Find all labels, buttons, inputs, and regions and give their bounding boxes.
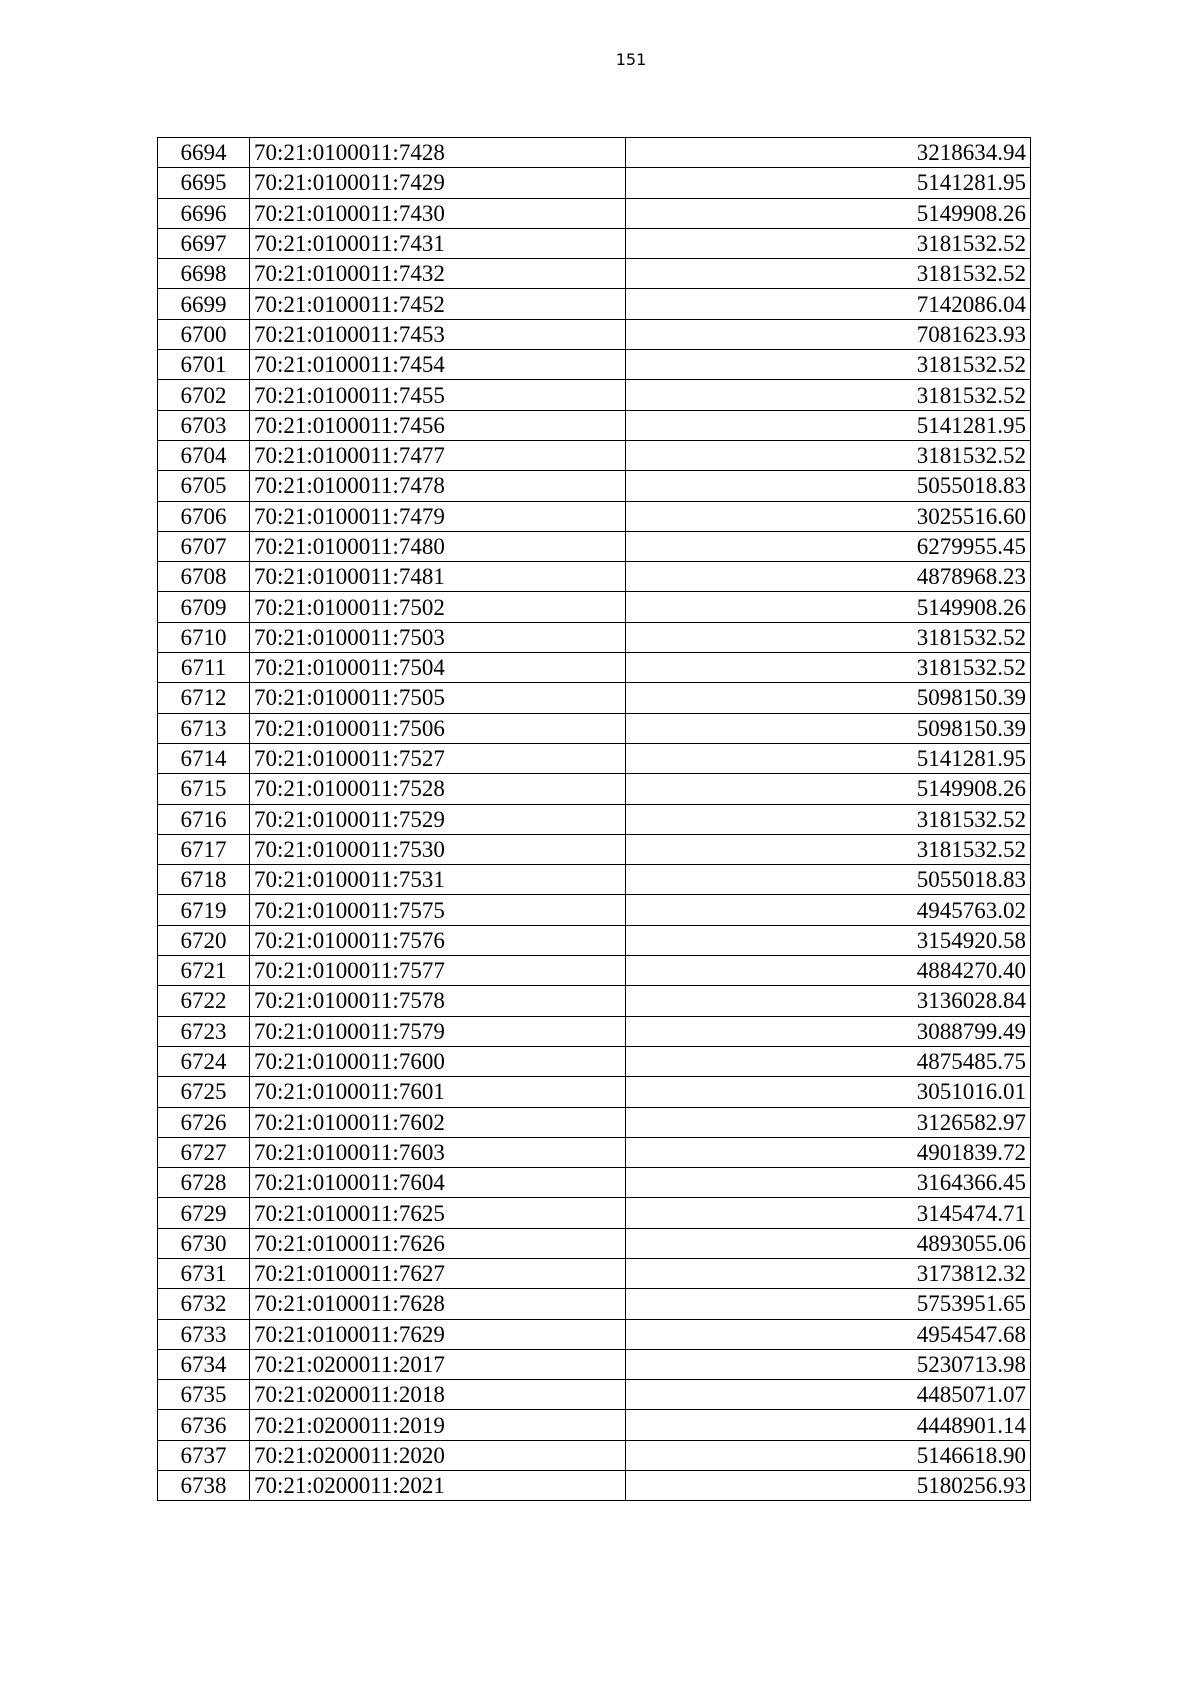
value-cell: 7142086.04 bbox=[626, 289, 1031, 319]
cadastral-number-cell: 70:21:0100011:7480 bbox=[250, 531, 626, 561]
table-row bbox=[158, 562, 1031, 592]
value-cell: 5753951.65 bbox=[626, 1289, 1031, 1319]
row-number-cell: 6736 bbox=[158, 1410, 250, 1440]
cadastral-number-cell: 70:21:0100011:7576 bbox=[250, 925, 626, 955]
cadastral-number-cell: 70:21:0100011:7600 bbox=[250, 1046, 626, 1076]
table-row bbox=[158, 925, 1031, 955]
row-number-cell: 6719 bbox=[158, 895, 250, 925]
value-cell: 5055018.83 bbox=[626, 471, 1031, 501]
row-number-cell: 6738 bbox=[158, 1471, 250, 1501]
value-cell: 5055018.83 bbox=[626, 865, 1031, 895]
value-cell: 5149908.26 bbox=[626, 592, 1031, 622]
value-cell: 7081623.93 bbox=[626, 319, 1031, 349]
row-number-cell: 6726 bbox=[158, 1107, 250, 1137]
table-row bbox=[158, 895, 1031, 925]
value-cell: 3181532.52 bbox=[626, 350, 1031, 380]
cadastral-number-cell: 70:21:0100011:7604 bbox=[250, 1168, 626, 1198]
table-row bbox=[158, 1228, 1031, 1258]
value-cell: 4884270.40 bbox=[626, 956, 1031, 986]
table-row bbox=[158, 1258, 1031, 1288]
cadastral-number-cell: 70:21:0100011:7431 bbox=[250, 228, 626, 258]
table-body bbox=[158, 138, 1031, 1501]
table-row bbox=[158, 1137, 1031, 1167]
row-number-cell: 6722 bbox=[158, 986, 250, 1016]
row-number-cell: 6715 bbox=[158, 774, 250, 804]
value-cell: 3136028.84 bbox=[626, 986, 1031, 1016]
value-cell: 4448901.14 bbox=[626, 1410, 1031, 1440]
value-cell: 5141281.95 bbox=[626, 168, 1031, 198]
table-row bbox=[158, 713, 1031, 743]
row-number-cell: 6711 bbox=[158, 653, 250, 683]
cadastral-number-cell: 70:21:0100011:7432 bbox=[250, 259, 626, 289]
cadastral-number-cell: 70:21:0100011:7479 bbox=[250, 501, 626, 531]
row-number-cell: 6721 bbox=[158, 956, 250, 986]
value-cell: 3181532.52 bbox=[626, 259, 1031, 289]
table-row bbox=[158, 289, 1031, 319]
row-number-cell: 6694 bbox=[158, 138, 250, 168]
row-number-cell: 6697 bbox=[158, 228, 250, 258]
row-number-cell: 6731 bbox=[158, 1258, 250, 1288]
value-cell: 3164366.45 bbox=[626, 1168, 1031, 1198]
row-number-cell: 6735 bbox=[158, 1380, 250, 1410]
row-number-cell: 6717 bbox=[158, 834, 250, 864]
value-cell: 3145474.71 bbox=[626, 1198, 1031, 1228]
row-number-cell: 6723 bbox=[158, 1016, 250, 1046]
value-cell: 5146618.90 bbox=[626, 1440, 1031, 1470]
cadastral-number-cell: 70:21:0100011:7456 bbox=[250, 410, 626, 440]
value-cell: 3181532.52 bbox=[626, 440, 1031, 470]
row-number-cell: 6733 bbox=[158, 1319, 250, 1349]
row-number-cell: 6708 bbox=[158, 562, 250, 592]
cadastral-number-cell: 70:21:0100011:7428 bbox=[250, 138, 626, 168]
cadastral-number-cell: 70:21:0200011:2018 bbox=[250, 1380, 626, 1410]
cadastral-number-cell: 70:21:0100011:7502 bbox=[250, 592, 626, 622]
table-row bbox=[158, 350, 1031, 380]
table-row bbox=[158, 380, 1031, 410]
cadastral-number-cell: 70:21:0200011:2017 bbox=[250, 1349, 626, 1379]
row-number-cell: 6706 bbox=[158, 501, 250, 531]
table-row bbox=[158, 228, 1031, 258]
table-row bbox=[158, 1046, 1031, 1076]
cadastral-number-cell: 70:21:0100011:7627 bbox=[250, 1258, 626, 1288]
cadastral-number-cell: 70:21:0100011:7505 bbox=[250, 683, 626, 713]
value-cell: 5141281.95 bbox=[626, 743, 1031, 773]
table-row bbox=[158, 1016, 1031, 1046]
cadastral-number-cell: 70:21:0100011:7455 bbox=[250, 380, 626, 410]
cadastral-number-cell: 70:21:0100011:7453 bbox=[250, 319, 626, 349]
cadastral-number-cell: 70:21:0100011:7629 bbox=[250, 1319, 626, 1349]
table-row bbox=[158, 804, 1031, 834]
table-row bbox=[158, 986, 1031, 1016]
cadastral-number-cell: 70:21:0100011:7529 bbox=[250, 804, 626, 834]
row-number-cell: 6734 bbox=[158, 1349, 250, 1379]
table-row bbox=[158, 1349, 1031, 1379]
cadastral-number-cell: 70:21:0100011:7430 bbox=[250, 198, 626, 228]
row-number-cell: 6700 bbox=[158, 319, 250, 349]
value-cell: 5141281.95 bbox=[626, 410, 1031, 440]
table-row bbox=[158, 531, 1031, 561]
value-cell: 4945763.02 bbox=[626, 895, 1031, 925]
table-row bbox=[158, 259, 1031, 289]
table-row bbox=[158, 198, 1031, 228]
value-cell: 5149908.26 bbox=[626, 774, 1031, 804]
table-row bbox=[158, 743, 1031, 773]
row-number-cell: 6725 bbox=[158, 1077, 250, 1107]
cadastral-number-cell: 70:21:0100011:7528 bbox=[250, 774, 626, 804]
table-row bbox=[158, 319, 1031, 349]
value-cell: 3154920.58 bbox=[626, 925, 1031, 955]
row-number-cell: 6702 bbox=[158, 380, 250, 410]
row-number-cell: 6699 bbox=[158, 289, 250, 319]
cadastral-number-cell: 70:21:0100011:7429 bbox=[250, 168, 626, 198]
cadastral-number-cell: 70:21:0100011:7628 bbox=[250, 1289, 626, 1319]
row-number-cell: 6737 bbox=[158, 1440, 250, 1470]
table-row bbox=[158, 1077, 1031, 1107]
table-row bbox=[158, 1289, 1031, 1319]
cadastral-number-cell: 70:21:0100011:7504 bbox=[250, 653, 626, 683]
row-number-cell: 6728 bbox=[158, 1168, 250, 1198]
row-number-cell: 6718 bbox=[158, 865, 250, 895]
cadastral-number-cell: 70:21:0100011:7603 bbox=[250, 1137, 626, 1167]
row-number-cell: 6698 bbox=[158, 259, 250, 289]
row-number-cell: 6712 bbox=[158, 683, 250, 713]
value-cell: 4901839.72 bbox=[626, 1137, 1031, 1167]
row-number-cell: 6732 bbox=[158, 1289, 250, 1319]
value-cell: 5098150.39 bbox=[626, 713, 1031, 743]
value-cell: 3173812.32 bbox=[626, 1258, 1031, 1288]
row-number-cell: 6730 bbox=[158, 1228, 250, 1258]
table-row bbox=[158, 1410, 1031, 1440]
value-cell: 4485071.07 bbox=[626, 1380, 1031, 1410]
value-cell: 3181532.52 bbox=[626, 228, 1031, 258]
page-number: 151 bbox=[615, 50, 647, 69]
cadastral-number-cell: 70:21:0200011:2019 bbox=[250, 1410, 626, 1440]
cadastral-number-cell: 70:21:0100011:7478 bbox=[250, 471, 626, 501]
table-row bbox=[158, 865, 1031, 895]
table-row bbox=[158, 168, 1031, 198]
value-cell: 4893055.06 bbox=[626, 1228, 1031, 1258]
cadastral-number-cell: 70:21:0200011:2021 bbox=[250, 1471, 626, 1501]
row-number-cell: 6709 bbox=[158, 592, 250, 622]
value-cell: 3025516.60 bbox=[626, 501, 1031, 531]
row-number-cell: 6713 bbox=[158, 713, 250, 743]
row-number-cell: 6703 bbox=[158, 410, 250, 440]
cadastral-number-cell: 70:21:0100011:7481 bbox=[250, 562, 626, 592]
table-row bbox=[158, 471, 1031, 501]
table-row bbox=[158, 622, 1031, 652]
row-number-cell: 6729 bbox=[158, 1198, 250, 1228]
row-number-cell: 6707 bbox=[158, 531, 250, 561]
value-cell: 3218634.94 bbox=[626, 138, 1031, 168]
cadastral-number-cell: 70:21:0100011:7506 bbox=[250, 713, 626, 743]
value-cell: 3181532.52 bbox=[626, 804, 1031, 834]
row-number-cell: 6716 bbox=[158, 804, 250, 834]
cadastral-number-cell: 70:21:0100011:7626 bbox=[250, 1228, 626, 1258]
value-cell: 4875485.75 bbox=[626, 1046, 1031, 1076]
value-cell: 3181532.52 bbox=[626, 622, 1031, 652]
table-row bbox=[158, 1107, 1031, 1137]
value-cell: 3181532.52 bbox=[626, 653, 1031, 683]
cadastral-number-cell: 70:21:0100011:7477 bbox=[250, 440, 626, 470]
table-row bbox=[158, 1319, 1031, 1349]
table-row bbox=[158, 834, 1031, 864]
row-number-cell: 6701 bbox=[158, 350, 250, 380]
cadastral-number-cell: 70:21:0100011:7602 bbox=[250, 1107, 626, 1137]
row-number-cell: 6704 bbox=[158, 440, 250, 470]
value-cell: 3088799.49 bbox=[626, 1016, 1031, 1046]
table-row bbox=[158, 1380, 1031, 1410]
row-number-cell: 6720 bbox=[158, 925, 250, 955]
cadastral-number-cell: 70:21:0100011:7531 bbox=[250, 865, 626, 895]
value-cell: 6279955.45 bbox=[626, 531, 1031, 561]
table-row bbox=[158, 1440, 1031, 1470]
table-row bbox=[158, 1471, 1031, 1501]
data-table bbox=[157, 137, 1031, 1501]
cadastral-number-cell: 70:21:0100011:7577 bbox=[250, 956, 626, 986]
table-row bbox=[158, 1198, 1031, 1228]
value-cell: 5230713.98 bbox=[626, 1349, 1031, 1379]
table-row bbox=[158, 592, 1031, 622]
cadastral-number-cell: 70:21:0100011:7503 bbox=[250, 622, 626, 652]
table-row bbox=[158, 774, 1031, 804]
table-row bbox=[158, 501, 1031, 531]
cadastral-number-cell: 70:21:0100011:7527 bbox=[250, 743, 626, 773]
cadastral-number-cell: 70:21:0100011:7575 bbox=[250, 895, 626, 925]
row-number-cell: 6727 bbox=[158, 1137, 250, 1167]
value-cell: 4954547.68 bbox=[626, 1319, 1031, 1349]
table-row bbox=[158, 653, 1031, 683]
row-number-cell: 6710 bbox=[158, 622, 250, 652]
value-cell: 3181532.52 bbox=[626, 834, 1031, 864]
table-row bbox=[158, 138, 1031, 168]
value-cell: 5098150.39 bbox=[626, 683, 1031, 713]
table-row bbox=[158, 1168, 1031, 1198]
cadastral-number-cell: 70:21:0100011:7579 bbox=[250, 1016, 626, 1046]
value-cell: 3126582.97 bbox=[626, 1107, 1031, 1137]
row-number-cell: 6705 bbox=[158, 471, 250, 501]
value-cell: 3051016.01 bbox=[626, 1077, 1031, 1107]
cadastral-number-cell: 70:21:0100011:7452 bbox=[250, 289, 626, 319]
value-cell: 5149908.26 bbox=[626, 198, 1031, 228]
value-cell: 5180256.93 bbox=[626, 1471, 1031, 1501]
table-row bbox=[158, 683, 1031, 713]
row-number-cell: 6714 bbox=[158, 743, 250, 773]
row-number-cell: 6696 bbox=[158, 198, 250, 228]
value-cell: 4878968.23 bbox=[626, 562, 1031, 592]
cadastral-number-cell: 70:21:0100011:7530 bbox=[250, 834, 626, 864]
table-row bbox=[158, 440, 1031, 470]
row-number-cell: 6724 bbox=[158, 1046, 250, 1076]
table-row bbox=[158, 410, 1031, 440]
row-number-cell: 6695 bbox=[158, 168, 250, 198]
value-cell: 3181532.52 bbox=[626, 380, 1031, 410]
cadastral-number-cell: 70:21:0100011:7578 bbox=[250, 986, 626, 1016]
cadastral-number-cell: 70:21:0100011:7625 bbox=[250, 1198, 626, 1228]
table-row bbox=[158, 956, 1031, 986]
cadastral-number-cell: 70:21:0200011:2020 bbox=[250, 1440, 626, 1470]
cadastral-number-cell: 70:21:0100011:7454 bbox=[250, 350, 626, 380]
cadastral-number-cell: 70:21:0100011:7601 bbox=[250, 1077, 626, 1107]
